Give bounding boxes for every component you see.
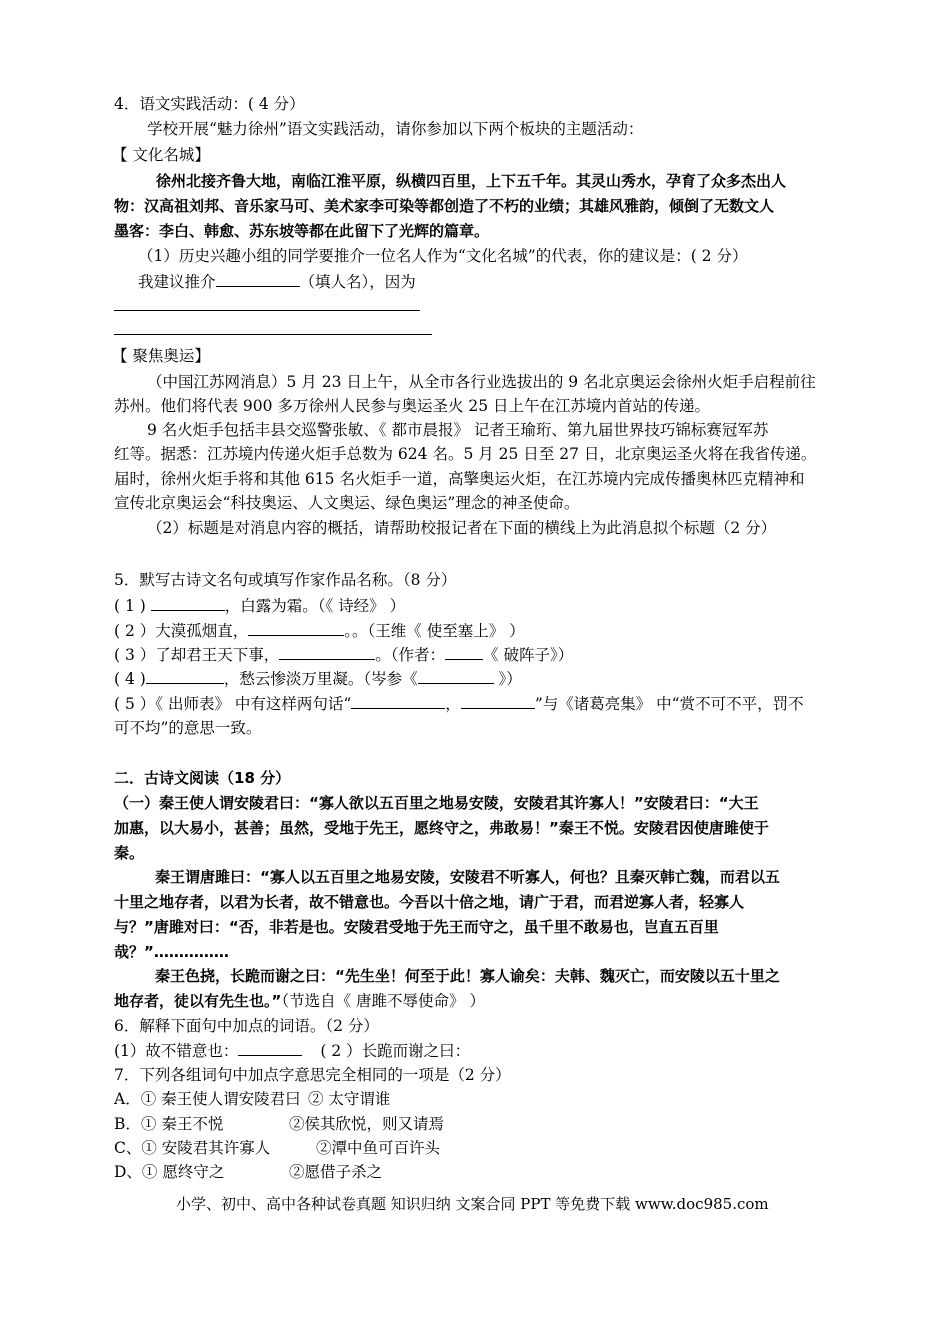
q4-sub1-fill-suffix: （填人名），因为 — [299, 273, 416, 291]
answer-blank[interactable] — [279, 644, 375, 660]
classical-passage-tail: 地存者，徒以有先生也。” — [114, 992, 282, 1010]
classical-passage-line-7: 哉？”…………… — [114, 943, 229, 961]
q5-l3-mid: 。（作者： — [375, 646, 446, 664]
answer-line[interactable] — [114, 310, 420, 311]
q4-sub1: （1）历史兴趣小组的同学要推介一位名人作为“文化名城”的代表，你的建议是：( 2 分） — [138, 247, 748, 265]
answer-blank[interactable] — [151, 595, 225, 611]
option-d-part1: D、① 愿终守之 — [114, 1163, 225, 1181]
classical-passage-line-4: 秦王谓唐雎曰：“寡人以五百里之地易安陵，安陵君不听寡人，何也？且秦灭韩亡魏，而君以五 — [155, 868, 780, 886]
q5-l4-prefix: ( 4 ) — [114, 670, 146, 688]
answer-blank[interactable] — [351, 693, 445, 709]
classical-passage-line-9 — [114, 991, 485, 1011]
classical-passage-line-8: 秦王色挠，长跪而谢之曰：“先生坐！何至于此！寡人谕矣：夫韩、魏灭亡，而安陵以五十里之 — [155, 967, 780, 985]
q7-option-c[interactable] — [114, 1138, 441, 1158]
passage1-line-1: 徐州北接齐鲁大地，南临江淮平原，纵横四百里，上下五千年。其灵山秀水，孕育了众多杰出人 — [156, 172, 787, 190]
section-title-olympics: 【 聚焦奥运】 — [112, 347, 210, 365]
page-footer: 小学、初中、高中各种试卷真题 知识归纳 文案合同 PPT 等免费下载 www.doc985.com — [176, 1195, 769, 1213]
answer-blank[interactable] — [461, 693, 535, 709]
q7-option-d[interactable] — [114, 1162, 383, 1182]
answer-blank[interactable] — [418, 668, 494, 684]
q5-l2-suffix: 。。（王维《 使至塞上》 ） — [344, 622, 525, 640]
option-c-part2: ②潭中鱼可百许头 — [316, 1139, 441, 1157]
passage2-line-3: 9 名火炬手包括丰县交巡警张敏、《 都市晨报》 记者王瑜珩、第九届世界技巧锦标赛冠军苏 — [147, 421, 769, 439]
part2-heading: 二．古诗文阅读（18 分） — [114, 769, 291, 787]
passage2-line-2: 苏州。他们将代表 900 多万徐州人民参与奥运圣火 25 日上午在江苏境内首站的传递。 — [114, 397, 711, 415]
passage2-line-1: （中国江苏网消息）5 月 23 日上午，从全市各行业选拔出的 9 名北京奥运会徐州火炬手启程前往 — [147, 373, 816, 391]
answer-blank[interactable] — [238, 1040, 302, 1056]
q5-l5-suffix: ”与《诸葛亮集》 中“赏不可不平，罚不 — [534, 695, 804, 713]
classical-passage-line-6: 与？”唐雎对曰：“否，非若是也。安陵君受地于先王而守之，虽千里不敢易也，岂直五百里 — [114, 918, 719, 936]
q4-sub1-answer-line — [138, 271, 416, 292]
passage2-line-5: 届时，徐州火炬手将和其他 615 名火炬手一道，高擎奥运火炬，在江苏境内完成传播奥林匹克精神和 — [114, 470, 805, 488]
q4-sub2: （2）标题是对消息内容的概括，请帮助校报记者在下面的横线上为此消息拟个标题（2 分） — [147, 519, 777, 537]
q5-line-4 — [114, 668, 522, 689]
q5-line-1 — [114, 595, 405, 616]
q5-line-3 — [114, 644, 573, 665]
passage1-line-2: 物：汉高祖刘邦、音乐家马可、美术家李可染等都创造了不朽的业绩；其雄风雅韵，倾倒了无数文人 — [114, 197, 775, 215]
classical-passage-line-3: 秦。 — [114, 844, 145, 862]
q4-sub1-fill-prefix: 我建议推介 — [138, 273, 216, 291]
answer-line[interactable] — [114, 334, 432, 335]
answer-blank[interactable] — [216, 271, 300, 287]
q6-heading: 6．解释下面句中加点的词语。（2 分） — [114, 1017, 379, 1035]
q5-l1-suffix: ，白露为霜。（《 诗经》 ） — [224, 597, 406, 615]
q4-heading: 4．语文实践活动：( 4 分） — [114, 95, 305, 113]
option-d-part2: ②愿借子杀之 — [289, 1163, 383, 1181]
classical-passage-line-1: （一）秦王使人谓安陵君曰：“寡人欲以五百里之地易安陵，安陵君其许寡人！”安陵君曰：“大王 — [114, 794, 759, 812]
passage1-line-3: 墨客：李白、韩愈、苏东坡等都在此留下了光辉的篇章。 — [114, 222, 490, 240]
q5-l2-prefix: ( 2 ）大漠孤烟直， — [114, 622, 249, 640]
q7-option-a[interactable] — [114, 1089, 391, 1109]
passage2-line-4: 红等。据悉：江苏境内传递火炬手总数为 624 名。5 月 25 日至 27 日，北京奥运圣火将在我省传递。 — [114, 445, 817, 463]
q7-heading: 7．下列各组词句中加点字意思完全相同的一项是（2 分） — [114, 1066, 511, 1084]
option-b-part2: ②侯其欣悦，则又请焉 — [289, 1115, 445, 1133]
q6-items — [114, 1040, 470, 1061]
answer-blank[interactable] — [146, 668, 224, 684]
q5-l1-prefix: ( 1 ) — [114, 597, 151, 615]
q5-l4-mid: ，愁云惨淡万里凝。（岑参《 — [223, 670, 418, 688]
q5-l5-prefix: ( 5 ）《 出师表》 中有这样两句话“ — [114, 695, 352, 713]
q5-l3-prefix: ( 3 ）了却君王天下事， — [114, 646, 280, 664]
q5-l5-comma: ， — [445, 695, 461, 713]
option-b-part1: B．① 秦王不悦 — [114, 1115, 224, 1133]
passage-source: （节选自《 唐雎不辱使命》 ） — [281, 992, 485, 1010]
q5-heading: 5．默写古诗文名句或填写作家作品名称。（8 分） — [114, 571, 457, 589]
option-c-part1: C、① 安陵君其许寡人 — [114, 1139, 271, 1157]
q5-line-6: 可不均”的意思一致。 — [114, 719, 262, 737]
q6-item-1: (1）故不错意也： — [114, 1042, 239, 1060]
q5-l4-suffix: 》） — [493, 670, 522, 688]
q5-l3-suffix: 《 破阵子》） — [483, 646, 574, 664]
q5-line-5 — [114, 693, 804, 714]
classical-passage-line-5: 十里之地存者，以君为长者，故不错意也。今吾以十倍之地，请广于君，而君逆寡人者，轻寡人 — [114, 893, 745, 911]
q5-line-2 — [114, 620, 525, 641]
passage2-line-6: 宣传北京奥运会“科技奥运、人文奥运、绿色奥运”理念的神圣使命。 — [114, 494, 580, 512]
section-title-culture-city: 【 文化名城】 — [112, 146, 210, 164]
answer-blank[interactable] — [248, 620, 344, 636]
option-a-part1: A．① 秦王使人谓安陵君曰 — [114, 1090, 301, 1108]
option-a-part2: ② 太守谓谁 — [308, 1090, 391, 1108]
q4-intro: 学校开展“魅力徐州”语文实践活动，请你参加以下两个板块的主题活动： — [147, 120, 644, 138]
answer-blank[interactable] — [445, 644, 483, 660]
classical-passage-line-2: 加惠，以大易小，甚善；虽然，受地于先王，愿终守之，弗敢易！”秦王不悦。安陵君因使唐雎使于 — [114, 819, 769, 837]
q6-item-2: ( 2 ）长跪而谢之曰： — [320, 1042, 471, 1060]
q7-option-b[interactable] — [114, 1114, 445, 1134]
